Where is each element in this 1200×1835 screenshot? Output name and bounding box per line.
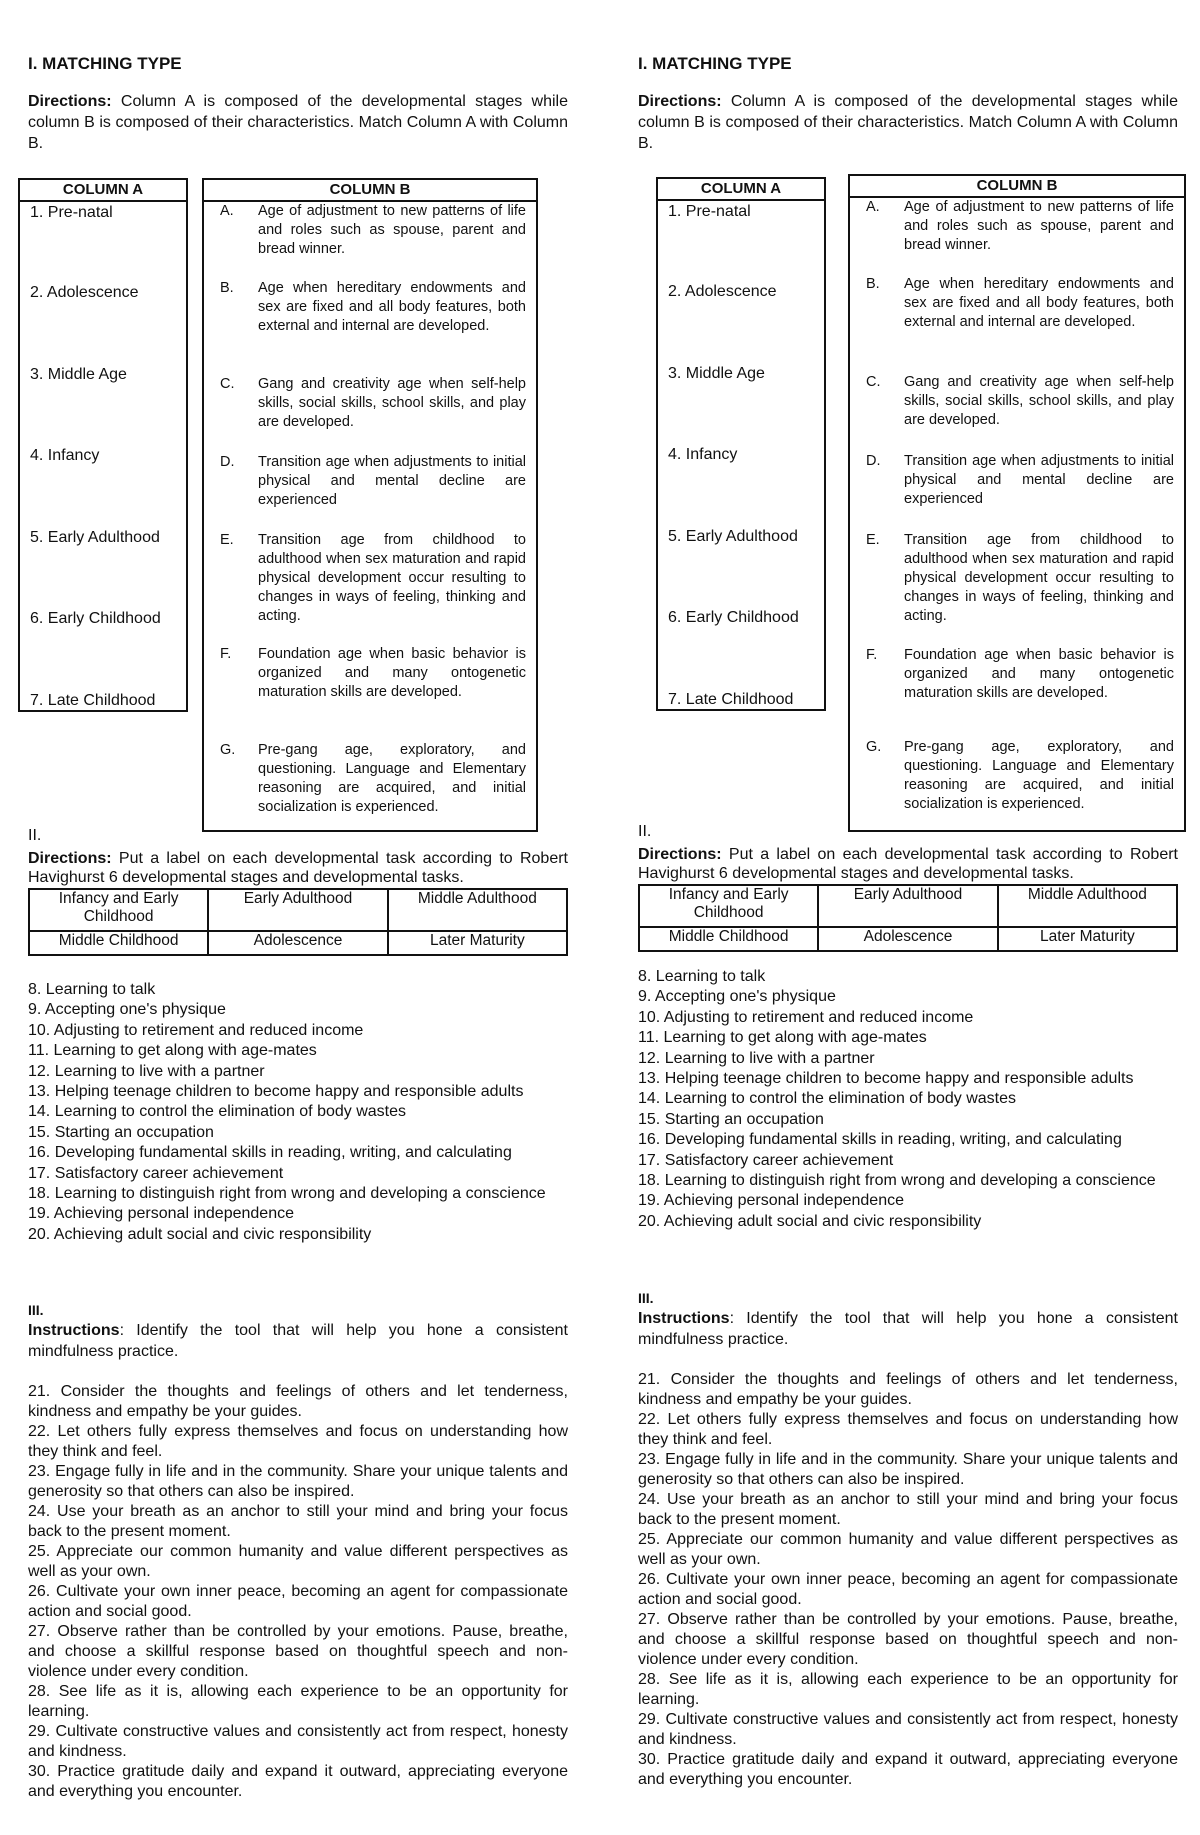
mindfulness-item: 27. Observe rather than be controlled by your emotions. Pause, breathe, and choose a skillful response based on thoughtful speech and non-violence under every condition. [28,1623,568,1680]
task-item: 16. Developing fundamental skills in reading, writing, and calculating [638,1131,1122,1149]
stage-cell: Adolescence [818,927,997,951]
column-b-item [860,738,1174,814]
column-a-box [656,177,826,711]
item-letter: C. [220,376,235,392]
stage-cell: Infancy and Early Childhood [639,885,818,927]
item-text: Transition age from childhood to adulthood when sex maturation and rapid physical development occur resulting to changes in ways of feeling, thinking and acting. [258,532,526,624]
item-letter: F. [220,646,232,662]
task-item: 11. Learning to get along with age-mates [638,1029,927,1047]
task-item: 14. Learning to control the elimination of body wastes [28,1103,407,1121]
task-item: 20. Achieving adult social and civic responsibility [638,1212,982,1230]
column-b-item [214,645,526,702]
column-a-item: 7. Late Childhood [668,691,794,708]
stages-row [29,889,567,931]
mindfulness-item: 21. Consider the thoughts and feelings of others and let tenderness, kindness and empathy be your guides. [28,1383,568,1420]
section1-heading: I. MATCHING TYPE [28,54,182,73]
task-item: 12. Learning to live with a partner [28,1062,265,1080]
instructions-label: Instructions [638,1310,730,1327]
directions-text: Column A is composed of the developmental stages while column B is composed of their characteristics. Match Column A with Column B. [638,93,1178,152]
section3-heading: III. [28,1302,44,1318]
stages-row [639,885,1177,927]
column-a-item: 7. Late Childhood [30,692,156,709]
mindfulness-item: 22. Let others fully express themselves and focus on understanding how they think and feel. [638,1411,1178,1448]
column-a-item: 3. Middle Age [30,366,127,383]
tasks-list [28,980,568,1245]
item-letter: C. [866,374,881,390]
stage-cell: Adolescence [208,931,387,955]
item-letter: D. [220,454,235,470]
stages-table [638,884,1178,952]
task-item: 15. Starting an occupation [638,1110,824,1128]
column-b-item [860,275,1174,332]
column-a-item: 5. Early Adulthood [668,528,798,545]
item-letter: G. [220,742,236,758]
task-item: 16. Developing fundamental skills in reading, writing, and calculating [28,1144,512,1162]
mindfulness-item: 27. Observe rather than be controlled by your emotions. Pause, breathe, and choose a skillful response based on thoughtful speech and non-violence under every condition. [638,1611,1178,1668]
item-letter: F. [866,647,878,663]
column-a-item: 4. Infancy [668,446,738,463]
column-b-item [860,531,1174,626]
item-letter: A. [220,203,234,219]
column-b-item [860,452,1174,509]
column-b-title: COLUMN B [850,176,1184,198]
mindfulness-item: 23. Engage fully in life and in the community. Share your unique talents and generosity so that others can also be inspired. [638,1451,1178,1488]
instructions-text: : Identify the tool that will help you hone a consistent mindfulness practice. [638,1310,1178,1348]
task-item: 18. Learning to distinguish right from wrong and developing a conscience [28,1185,546,1203]
column-b-item [860,198,1174,255]
task-item: 18. Learning to distinguish right from wrong and developing a conscience [638,1172,1156,1190]
stage-cell: Middle Childhood [29,931,208,955]
task-item: 10. Adjusting to retirement and reduced income [638,1008,974,1026]
item-letter: B. [220,280,234,296]
item-letter: B. [866,276,880,292]
column-a-item: 2. Adolescence [30,284,139,301]
instructions-label: Instructions [28,1322,120,1339]
column-a-title: COLUMN A [658,179,824,201]
mindfulness-list [28,1382,568,1802]
mindfulness-item: 29. Cultivate constructive values and consistently act from respect, honesty and kindness. [28,1723,568,1760]
column-b-item [214,531,526,626]
item-text: Gang and creativity age when self-help skills, social skills, school skills, and play are developed. [904,374,1174,428]
task-item: 17. Satisfactory career achievement [638,1151,894,1169]
item-text: Gang and creativity age when self-help skills, social skills, school skills, and play are developed. [258,376,526,430]
mindfulness-item: 28. See life as it is, allowing each experience to be an opportunity for learning. [638,1671,1178,1708]
column-b-item [860,373,1174,430]
task-item: 10. Adjusting to retirement and reduced income [28,1021,364,1039]
stage-cell: Later Maturity [388,931,567,955]
mindfulness-item: 21. Consider the thoughts and feelings of others and let tenderness, kindness and empathy be your guides. [638,1371,1178,1408]
column-a-box [18,178,188,712]
mindfulness-item: 26. Cultivate your own inner peace, becoming an agent for compassionate action and social good. [28,1583,568,1620]
column-a-item: 1. Pre-natal [668,203,751,220]
directions-label: Directions: [638,846,722,863]
instructions-text: : Identify the tool that will help you hone a consistent mindfulness practice. [28,1322,568,1360]
task-item: 13. Helping teenage children to become happy and responsible adults [638,1070,1134,1088]
task-item: 12. Learning to live with a partner [638,1049,875,1067]
section1-directions [638,91,1178,154]
mindfulness-list [638,1370,1178,1790]
directions-text: Put a label on each developmental task according to Robert Havighurst 6 developmental stages and developmental tasks. [28,850,568,886]
task-item: 9. Accepting one's physique [28,1001,226,1019]
column-a-item: 6. Early Childhood [668,609,799,626]
section2-heading: II. [638,823,652,840]
directions-label: Directions: [28,93,112,110]
column-a-item: 1. Pre-natal [30,204,113,221]
section2-directions [638,845,1178,883]
column-a-item: 5. Early Adulthood [30,529,160,546]
item-text: Transition age from childhood to adulthood when sex maturation and rapid physical development occur resulting to changes in ways of feeling, thinking and acting. [904,532,1174,624]
column-b-item [214,279,526,336]
task-item: 9. Accepting one's physique [638,988,836,1006]
stage-cell: Early Adulthood [208,889,387,931]
stages-row [639,927,1177,951]
directions-label: Directions: [638,93,722,110]
mindfulness-item: 23. Engage fully in life and in the community. Share your unique talents and generosity so that others can also be inspired. [28,1463,568,1500]
item-letter: G. [866,739,882,755]
mindfulness-item: 25. Appreciate our common humanity and value different perspectives as well as your own. [638,1531,1178,1568]
stage-cell: Infancy and Early Childhood [29,889,208,931]
section2-heading: II. [28,827,42,844]
item-letter: D. [866,453,881,469]
item-text: Transition age when adjustments to initial physical and mental decline are experienced [904,453,1174,507]
stage-cell: Middle Adulthood [388,889,567,931]
directions-label: Directions: [28,850,112,867]
column-b-item [214,453,526,510]
column-b-item [860,646,1174,703]
mindfulness-item: 30. Practice gratitude daily and expand it outward, appreciating everyone and everything you encounter. [638,1751,1178,1788]
directions-text: Column A is composed of the developmental stages while column B is composed of their characteristics. Match Column A with Column B. [28,93,568,152]
task-item: 17. Satisfactory career achievement [28,1164,284,1182]
column-a-item: 6. Early Childhood [30,610,161,627]
stage-cell: Early Adulthood [818,885,997,927]
item-text: Age when hereditary endowments and sex are fixed and all body features, both external and internal are developed. [258,280,526,334]
task-item: 8. Learning to talk [28,981,156,998]
mindfulness-item: 26. Cultivate your own inner peace, becoming an agent for compassionate action and social good. [638,1571,1178,1608]
column-a-title: COLUMN A [20,180,186,202]
mindfulness-item: 30. Practice gratitude daily and expand it outward, appreciating everyone and everything you encounter. [28,1763,568,1800]
column-a-item: 4. Infancy [30,447,100,464]
item-letter: A. [866,199,880,215]
mindfulness-item: 29. Cultivate constructive values and consistently act from respect, honesty and kindness. [638,1711,1178,1748]
mindfulness-item: 25. Appreciate our common humanity and value different perspectives as well as your own. [28,1543,568,1580]
task-item: 13. Helping teenage children to become happy and responsible adults [28,1083,524,1101]
column-b-item [214,202,526,259]
stage-cell: Middle Childhood [639,927,818,951]
section1-heading: I. MATCHING TYPE [638,54,792,73]
column-b-box [202,178,538,832]
section2-directions [28,849,568,887]
item-text: Age of adjustment to new patterns of life and roles such as spouse, parent and bread winner. [904,199,1174,253]
directions-text: Put a label on each developmental task according to Robert Havighurst 6 developmental stages and developmental tasks. [638,846,1178,882]
mindfulness-item: 24. Use your breath as an anchor to still your mind and bring your focus back to the present moment. [28,1503,568,1540]
section3-instructions [28,1320,568,1362]
item-text: Pre-gang age, exploratory, and questioning. Language and Elementary reasoning are acquired, and initial socialization is experienced. [258,742,526,815]
item-text: Age of adjustment to new patterns of life and roles such as spouse, parent and bread winner. [258,203,526,257]
mindfulness-item: 24. Use your breath as an anchor to still your mind and bring your focus back to the present moment. [638,1491,1178,1528]
item-letter: E. [866,532,880,548]
stage-cell: Later Maturity [998,927,1177,951]
task-item: 8. Learning to talk [638,968,766,985]
item-letter: E. [220,532,234,548]
column-b-box [848,174,1186,832]
item-text: Transition age when adjustments to initial physical and mental decline are experienced [258,454,526,508]
column-b-title: COLUMN B [204,180,536,202]
task-item: 19. Achieving personal independence [28,1205,294,1223]
section3-instructions [638,1308,1178,1350]
task-item: 15. Starting an occupation [28,1123,214,1141]
section1-directions [28,91,568,154]
task-item: 20. Achieving adult social and civic responsibility [28,1225,372,1243]
task-item: 11. Learning to get along with age-mates [28,1042,317,1060]
column-a-item: 2. Adolescence [668,283,777,300]
column-b-item [214,741,526,817]
section3-heading: III. [638,1290,654,1306]
tasks-list [638,967,1178,1232]
task-item: 19. Achieving personal independence [638,1192,904,1210]
stage-cell: Middle Adulthood [998,885,1177,927]
column-b-item [214,375,526,432]
item-text: Foundation age when basic behavior is organized and many ontogenetic maturation skills are developed. [258,646,526,700]
task-item: 14. Learning to control the elimination of body wastes [638,1090,1017,1108]
mindfulness-item: 28. See life as it is, allowing each experience to be an opportunity for learning. [28,1683,568,1720]
item-text: Pre-gang age, exploratory, and questioning. Language and Elementary reasoning are acquired, and initial socialization is experienced. [904,739,1174,812]
stages-row [29,931,567,955]
item-text: Foundation age when basic behavior is organized and many ontogenetic maturation skills are developed. [904,647,1174,701]
column-a-item: 3. Middle Age [668,365,765,382]
mindfulness-item: 22. Let others fully express themselves and focus on understanding how they think and feel. [28,1423,568,1460]
item-text: Age when hereditary endowments and sex are fixed and all body features, both external and internal are developed. [904,276,1174,330]
stages-table [28,888,568,956]
